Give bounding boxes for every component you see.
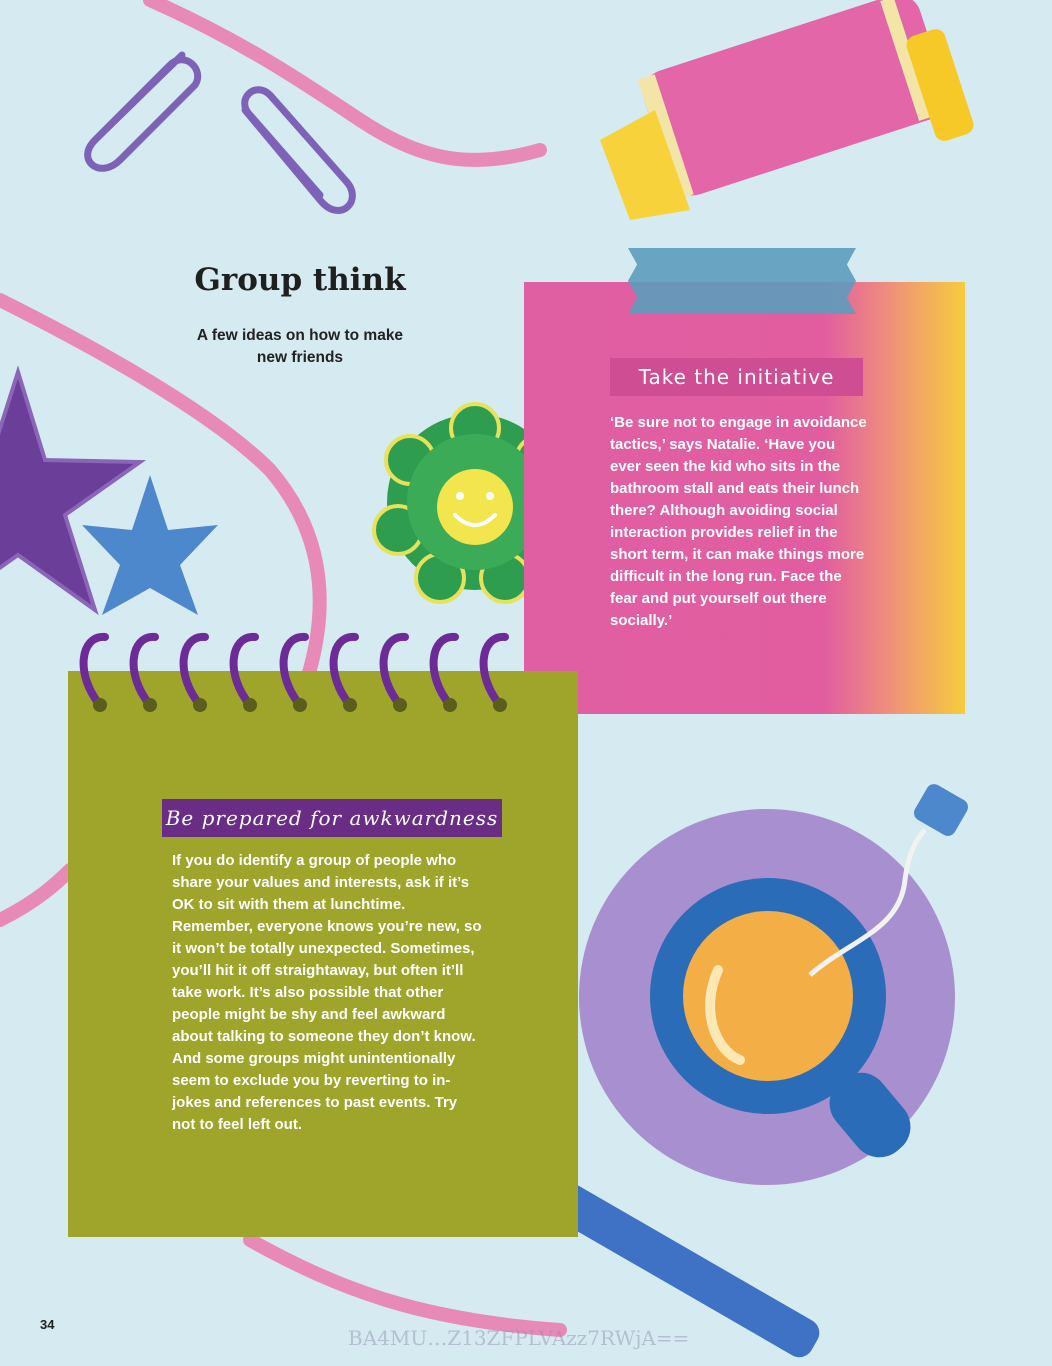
take-initiative-body: ‘Be sure not to engage in avoidance tactics,’ says Natalie. ‘Have you ever seen the kid who sits in the bathroom stall and eats their lunch there? Although avoiding social interaction provides relief in the short term, it can make things more difficult in the long run. Face the fear and put yourself out there socially.’ [610, 414, 867, 629]
tape-strip [628, 248, 856, 314]
page-number: 34 [40, 1317, 55, 1332]
take-initiative-heading: Take the initiative [610, 358, 863, 396]
awkwardness-heading: Be prepared for awkwardness [162, 799, 502, 837]
spiral-notebook-icon [70, 625, 540, 720]
teacup-icon [579, 781, 971, 1185]
paperclip-icon [88, 55, 353, 210]
highlighter-icon [600, 0, 976, 220]
watermark: BA4MU…Z13ZFPLVAzz7RWjA== [348, 1326, 690, 1350]
awkwardness-body: If you do identify a group of people who share your values and interests, ask if it’s OK to sit with them at lunchtime. Remember, everyone knows you’re new, so it won’t be totally unexpected. Sometimes, you’ll hit it off straightaway, but often it’ll take work. It’s also possible that other people might be shy and feel awkward about talking to someone they don’t know. And some groups might unintentionally seem to exclude you by reverting to in-jokes and references to past events. Try not to feel left out. [172, 852, 482, 1133]
page-subtitle: A few ideas on how to make new friends [196, 327, 404, 366]
page-title: Group think [194, 262, 406, 298]
